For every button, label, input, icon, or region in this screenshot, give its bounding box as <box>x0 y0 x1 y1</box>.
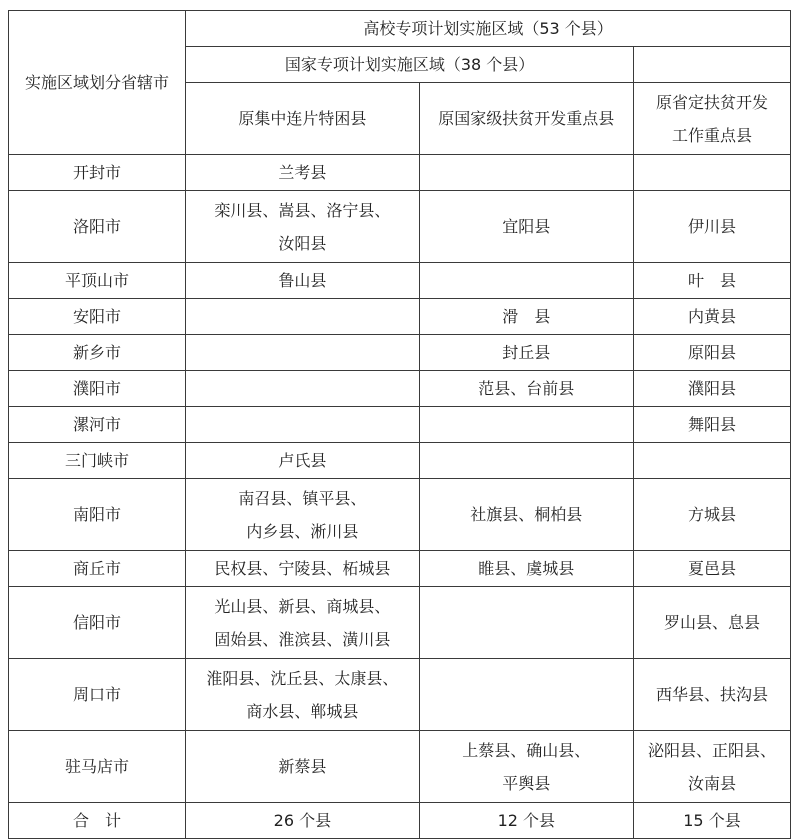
cell-provincial-line: 西华县、扶沟县 <box>655 685 768 704</box>
cell-national <box>419 263 633 299</box>
cell-city: 平顶山市 <box>9 263 186 299</box>
cell-contiguous-line: 商水县、郸城县 <box>246 701 359 721</box>
cell-city: 开封市 <box>9 155 186 191</box>
cell-national-line: 平舆县 <box>502 773 551 793</box>
totals-label: 合 计 <box>9 803 186 839</box>
cell-national <box>419 587 633 659</box>
header-provincial-key-line: 工作重点县 <box>671 125 752 145</box>
table-row <box>9 299 791 335</box>
cell-contiguous-line: 卢氏县 <box>278 451 327 470</box>
cell-provincial <box>633 155 790 191</box>
cell-city: 漯河市 <box>9 407 186 443</box>
cell-provincial <box>633 263 790 299</box>
cell-contiguous-line: 淮阳县、沈丘县、太康县、 <box>206 668 399 688</box>
header-provincial-key-line: 原省定扶贫开发 <box>655 92 768 112</box>
cell-city: 濮阳市 <box>9 371 186 407</box>
cell-national <box>419 731 633 803</box>
cell-contiguous <box>186 587 419 659</box>
cell-provincial-line: 原阳县 <box>687 343 736 362</box>
cell-provincial <box>633 335 790 371</box>
cell-national-line: 滑 县 <box>502 307 551 326</box>
cell-contiguous <box>186 659 419 731</box>
header-national-key: 原国家级扶贫开发重点县 <box>419 83 633 155</box>
cell-provincial-line: 方城县 <box>687 505 736 524</box>
cell-provincial-line: 濮阳县 <box>687 379 736 398</box>
cell-national <box>419 479 633 551</box>
table-row <box>9 155 791 191</box>
cell-national-line: 睢县、虞城县 <box>478 559 575 578</box>
cell-contiguous <box>186 155 419 191</box>
cell-national <box>419 191 633 263</box>
table-row <box>9 479 791 551</box>
header-row-1 <box>9 11 791 47</box>
cell-national-line: 社旗县、桐柏县 <box>470 505 583 524</box>
cell-provincial <box>633 587 790 659</box>
cell-contiguous-line: 汝阳县 <box>278 233 327 253</box>
cell-provincial-line: 汝南县 <box>687 773 736 793</box>
cell-contiguous <box>186 731 419 803</box>
cell-contiguous <box>186 551 419 587</box>
cell-national <box>419 335 633 371</box>
cell-national <box>419 659 633 731</box>
header-region-division: 实施区域划分省辖市 <box>9 11 186 155</box>
cell-city: 洛阳市 <box>9 191 186 263</box>
header-provincial-key <box>633 83 790 155</box>
cell-contiguous-line: 兰考县 <box>278 163 327 182</box>
header-empty-cell <box>633 47 790 83</box>
table-row <box>9 407 791 443</box>
cell-contiguous-line: 栾川县、嵩县、洛宁县、 <box>214 200 391 220</box>
cell-provincial <box>633 371 790 407</box>
table-row <box>9 731 791 803</box>
cell-contiguous <box>186 263 419 299</box>
header-national-plan: 国家专项计划实施区域（38 个县） <box>186 47 634 83</box>
cell-national <box>419 299 633 335</box>
cell-provincial <box>633 443 790 479</box>
cell-provincial-line: 伊川县 <box>687 217 736 236</box>
cell-contiguous <box>186 299 419 335</box>
cell-contiguous-line: 鲁山县 <box>278 271 327 290</box>
table-row <box>9 263 791 299</box>
table-row <box>9 551 791 587</box>
cell-national-line: 封丘县 <box>502 343 551 362</box>
cell-provincial-line: 夏邑县 <box>687 559 736 578</box>
cell-contiguous-line: 光山县、新县、商城县、 <box>214 596 391 616</box>
cell-provincial-line: 叶 县 <box>687 271 736 290</box>
cell-city: 新乡市 <box>9 335 186 371</box>
cell-contiguous <box>186 443 419 479</box>
cell-provincial <box>633 659 790 731</box>
cell-national <box>419 155 633 191</box>
cell-national <box>419 551 633 587</box>
totals-contiguous: 26 个县 <box>186 803 419 839</box>
cell-contiguous <box>186 371 419 407</box>
totals-national: 12 个县 <box>419 803 633 839</box>
cell-contiguous-line: 新蔡县 <box>278 757 327 776</box>
totals-row <box>9 803 791 839</box>
cell-provincial <box>633 407 790 443</box>
cell-city: 安阳市 <box>9 299 186 335</box>
cell-national <box>419 443 633 479</box>
totals-provincial: 15 个县 <box>633 803 790 839</box>
table-row <box>9 335 791 371</box>
cell-contiguous <box>186 479 419 551</box>
table-row <box>9 191 791 263</box>
cell-contiguous <box>186 191 419 263</box>
header-contiguous: 原集中连片特困县 <box>186 83 419 155</box>
cell-provincial-line: 泌阳县、正阳县、 <box>647 740 776 760</box>
cell-city: 商丘市 <box>9 551 186 587</box>
cell-contiguous-line: 固始县、淮滨县、潢川县 <box>214 629 391 649</box>
cell-city: 驻马店市 <box>9 731 186 803</box>
table-row <box>9 659 791 731</box>
cell-contiguous <box>186 335 419 371</box>
table-row <box>9 443 791 479</box>
table-row <box>9 587 791 659</box>
cell-contiguous-line: 民权县、宁陵县、柘城县 <box>214 559 391 578</box>
cell-provincial <box>633 479 790 551</box>
cell-provincial <box>633 731 790 803</box>
cell-provincial-line: 舞阳县 <box>687 415 736 434</box>
cell-provincial <box>633 191 790 263</box>
table-row <box>9 371 791 407</box>
cell-national-line: 宜阳县 <box>502 217 551 236</box>
cell-national <box>419 371 633 407</box>
cell-contiguous-line: 南召县、镇平县、 <box>238 488 367 508</box>
cell-national <box>419 407 633 443</box>
cell-city: 周口市 <box>9 659 186 731</box>
cell-provincial <box>633 299 790 335</box>
cell-national-line: 上蔡县、确山县、 <box>462 740 591 760</box>
cell-city: 三门峡市 <box>9 443 186 479</box>
cell-national-line: 范县、台前县 <box>478 379 575 398</box>
cell-provincial-line: 罗山县、息县 <box>663 613 760 632</box>
cell-contiguous-line: 内乡县、淅川县 <box>246 521 359 541</box>
cell-city: 南阳市 <box>9 479 186 551</box>
cell-provincial <box>633 551 790 587</box>
header-university-plan: 高校专项计划实施区域（53 个县） <box>186 11 791 47</box>
county-table <box>8 10 791 839</box>
cell-contiguous <box>186 407 419 443</box>
cell-provincial-line: 内黄县 <box>687 307 736 326</box>
cell-city: 信阳市 <box>9 587 186 659</box>
